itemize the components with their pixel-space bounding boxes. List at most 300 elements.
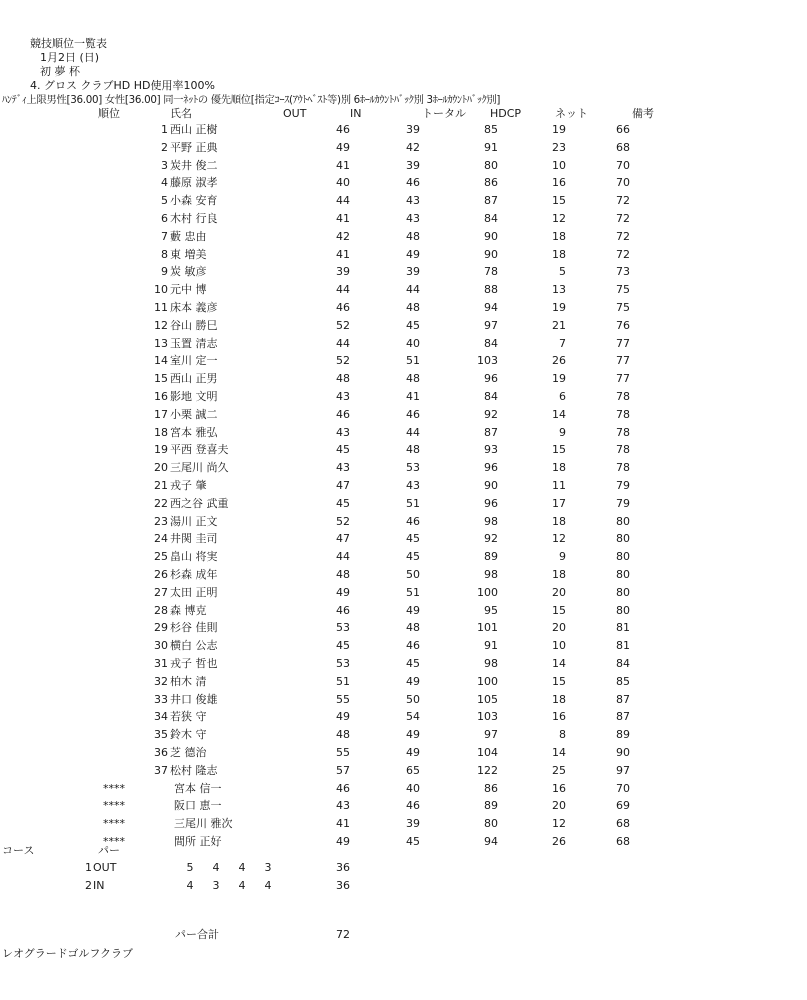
row-name: 杉谷 佳則: [170, 621, 218, 635]
row-in: 44: [406, 283, 420, 297]
par-total-value: 72: [336, 928, 350, 941]
hole-par: 4: [212, 861, 220, 874]
row-in: 49: [406, 603, 420, 617]
row-rank: 34: [154, 710, 168, 724]
row-rank: ****: [103, 781, 125, 795]
col-total: トータル: [422, 107, 466, 120]
row-net: 87: [616, 692, 630, 706]
row-out: 41: [336, 212, 350, 225]
row-rank: 12: [154, 318, 168, 332]
row-total: 78: [484, 265, 498, 279]
row-net: 77: [616, 336, 630, 350]
row-rank: 26: [154, 568, 168, 581]
row-net: 81: [616, 639, 630, 653]
row-in: 46: [406, 639, 420, 653]
row-total: 94: [484, 835, 498, 848]
row-in: 45: [406, 835, 420, 848]
row-in: 50: [406, 568, 420, 581]
row-hdcp: 18: [552, 461, 566, 475]
row-out: 52: [336, 354, 350, 368]
row-hdcp: 26: [552, 354, 566, 368]
row-total: 86: [484, 781, 498, 795]
row-total: 85: [484, 123, 498, 136]
row-out: 57: [336, 763, 350, 777]
row-in: 51: [406, 496, 420, 510]
row-out: 44: [336, 550, 350, 564]
row-in: 39: [406, 265, 420, 279]
row-hdcp: 18: [552, 229, 566, 243]
course-name: OUT: [93, 861, 117, 874]
row-total: 104: [477, 746, 498, 759]
row-name: 三尾川 尚久: [170, 461, 229, 475]
row-hdcp: 10: [552, 158, 566, 172]
row-in: 65: [406, 763, 420, 777]
row-net: 80: [616, 550, 630, 564]
row-total: 103: [477, 354, 498, 368]
row-total: 98: [484, 568, 498, 581]
row-total: 88: [484, 283, 498, 297]
row-in: 46: [406, 799, 420, 813]
row-hdcp: 20: [552, 621, 566, 635]
row-in: 43: [406, 194, 420, 208]
row-net: 81: [616, 621, 630, 635]
row-out: 43: [336, 425, 350, 439]
row-in: 45: [406, 532, 420, 546]
row-hdcp: 12: [552, 817, 566, 831]
row-net: 70: [616, 781, 630, 795]
row-in: 39: [406, 817, 420, 831]
row-hdcp: 19: [552, 123, 566, 136]
row-name: 柏木 清: [170, 674, 207, 688]
row-in: 45: [406, 550, 420, 564]
row-out: 41: [336, 247, 350, 261]
row-hdcp: 16: [552, 781, 566, 795]
row-hdcp: 15: [552, 603, 566, 617]
row-name: 玉置 清志: [170, 336, 218, 350]
row-hdcp: 14: [552, 657, 566, 670]
row-name: 太田 正明: [170, 585, 218, 599]
row-net: 72: [616, 229, 630, 243]
row-net: 77: [616, 354, 630, 368]
row-out: 55: [336, 746, 350, 759]
row-out: 49: [336, 585, 350, 599]
row-out: 43: [336, 799, 350, 813]
row-rank: 28: [154, 603, 168, 617]
row-hdcp: 21: [552, 318, 566, 332]
row-rank: 18: [154, 425, 168, 439]
row-total: 84: [484, 336, 498, 350]
category-line: 4. グロス クラブHD HD使用率100%: [30, 79, 215, 92]
row-in: 44: [406, 425, 420, 439]
row-hdcp: 14: [552, 746, 566, 759]
row-in: 48: [406, 443, 420, 457]
row-rank: 22: [154, 496, 168, 510]
row-name: 若狭 守: [170, 710, 207, 724]
row-out: 42: [336, 229, 350, 243]
row-hdcp: 10: [552, 639, 566, 653]
row-name: 木村 行良: [170, 212, 218, 225]
row-name: 平西 登喜夫: [170, 443, 229, 457]
row-rank: 19: [154, 443, 168, 457]
row-net: 72: [616, 194, 630, 208]
row-net: 75: [616, 283, 630, 297]
row-out: 46: [336, 407, 350, 421]
row-hdcp: 9: [559, 425, 566, 439]
club-name: レオグラードゴルフクラブ: [2, 947, 134, 960]
row-in: 39: [406, 123, 420, 136]
row-total: 103: [477, 710, 498, 724]
row-net: 78: [616, 390, 630, 403]
row-name: 床本 義彦: [170, 301, 218, 314]
row-in: 48: [406, 372, 420, 386]
row-total: 92: [484, 407, 498, 421]
row-total: 80: [484, 817, 498, 831]
row-out: 45: [336, 443, 350, 457]
row-net: 69: [616, 799, 630, 813]
row-net: 77: [616, 372, 630, 386]
row-total: 86: [484, 176, 498, 190]
row-net: 80: [616, 585, 630, 599]
row-total: 90: [484, 247, 498, 261]
row-out: 43: [336, 461, 350, 475]
row-hdcp: 11: [552, 479, 566, 492]
row-in: 53: [406, 461, 420, 475]
row-in: 49: [406, 746, 420, 759]
row-out: 41: [336, 158, 350, 172]
row-name: 鈴木 守: [170, 728, 207, 742]
row-out: 47: [336, 479, 350, 492]
row-hdcp: 20: [552, 799, 566, 813]
row-hdcp: 18: [552, 247, 566, 261]
row-out: 40: [336, 176, 350, 190]
col-notes: 備考: [632, 107, 654, 120]
row-in: 49: [406, 674, 420, 688]
row-name: 藪 忠由: [170, 229, 207, 243]
row-out: 48: [336, 568, 350, 581]
row-rank: 14: [154, 354, 168, 368]
event-date: 1月2日 (日): [40, 51, 100, 64]
row-total: 92: [484, 532, 498, 546]
row-out: 52: [336, 318, 350, 332]
row-net: 70: [616, 158, 630, 172]
row-net: 78: [616, 425, 630, 439]
row-name: 間所 正好: [174, 835, 222, 848]
row-in: 50: [406, 692, 420, 706]
hole-par: 4: [186, 879, 194, 892]
row-in: 46: [406, 407, 420, 421]
row-out: 52: [336, 514, 350, 528]
row-rank: 16: [154, 390, 168, 403]
row-total: 95: [484, 603, 498, 617]
row-rank: 7: [161, 229, 168, 243]
col-hdcp: HDCP: [490, 107, 522, 120]
row-out: 51: [336, 674, 350, 688]
row-total: 80: [484, 158, 498, 172]
row-hdcp: 19: [552, 372, 566, 386]
row-name: 湯川 正文: [170, 514, 218, 528]
col-rank: 順位: [98, 107, 120, 120]
col-in: IN: [350, 107, 362, 120]
row-total: 89: [484, 550, 498, 564]
row-rank: 15: [154, 372, 168, 386]
row-hdcp: 6: [559, 390, 566, 403]
row-rank: 5: [161, 194, 168, 208]
row-in: 48: [406, 621, 420, 635]
row-net: 79: [616, 496, 630, 510]
row-name: 松村 隆志: [170, 763, 218, 777]
row-out: 39: [336, 265, 350, 279]
row-hdcp: 16: [552, 176, 566, 190]
row-name: 杉森 成年: [170, 568, 218, 581]
row-total: 122: [477, 763, 498, 777]
row-out: 46: [336, 123, 350, 136]
row-name: 畠山 将実: [170, 550, 218, 564]
row-rank: 29: [154, 621, 168, 635]
row-hdcp: 26: [552, 835, 566, 848]
row-in: 54: [406, 710, 420, 724]
row-out: 53: [336, 621, 350, 635]
row-rank: 8: [161, 247, 168, 261]
row-rank: 9: [161, 265, 168, 279]
row-name: 三尾川 雅次: [174, 817, 233, 831]
col-name: 氏名: [170, 107, 192, 120]
row-net: 97: [616, 763, 630, 777]
report-title: 競技順位一覧表: [30, 37, 107, 50]
row-in: 43: [406, 212, 420, 225]
row-total: 93: [484, 443, 498, 457]
row-in: 51: [406, 585, 420, 599]
event-name: 初 夢 杯: [40, 65, 80, 78]
row-hdcp: 7: [559, 336, 566, 350]
row-total: 91: [484, 140, 498, 154]
row-net: 78: [616, 461, 630, 475]
col-out: OUT: [283, 107, 307, 120]
row-rank: 32: [154, 674, 168, 688]
course-par-total: 36: [336, 861, 350, 874]
row-in: 51: [406, 354, 420, 368]
row-name: 炭井 俊二: [170, 158, 218, 172]
row-net: 73: [616, 265, 630, 279]
row-name: 炭 敏彦: [170, 265, 207, 279]
row-rank: 24: [154, 532, 168, 546]
row-total: 97: [484, 318, 498, 332]
row-total: 100: [477, 674, 498, 688]
row-rank: 25: [154, 550, 168, 564]
par-label: パー: [98, 844, 120, 857]
row-net: 90: [616, 746, 630, 759]
row-total: 94: [484, 301, 498, 314]
hole-par: 4: [264, 879, 272, 892]
row-rank: ****: [103, 835, 125, 848]
row-in: 40: [406, 336, 420, 350]
row-hdcp: 20: [552, 585, 566, 599]
row-in: 45: [406, 318, 420, 332]
row-in: 43: [406, 479, 420, 492]
row-name: 東 増美: [170, 247, 207, 261]
row-in: 46: [406, 514, 420, 528]
row-total: 98: [484, 514, 498, 528]
row-name: 元中 博: [170, 283, 207, 297]
row-net: 79: [616, 479, 630, 492]
row-hdcp: 25: [552, 763, 566, 777]
row-total: 84: [484, 390, 498, 403]
row-name: 戎子 哲也: [170, 657, 218, 670]
row-total: 87: [484, 194, 498, 208]
row-out: 53: [336, 657, 350, 670]
row-total: 84: [484, 212, 498, 225]
course-label: コース: [2, 844, 35, 857]
row-rank: 30: [154, 639, 168, 653]
row-out: 41: [336, 817, 350, 831]
row-name: 影地 文明: [170, 390, 218, 403]
row-rank: 37: [154, 763, 168, 777]
row-in: 39: [406, 158, 420, 172]
row-rank: 20: [154, 461, 168, 475]
hole-par: 4: [238, 861, 246, 874]
row-hdcp: 18: [552, 692, 566, 706]
row-rank: 23: [154, 514, 168, 528]
row-hdcp: 12: [552, 532, 566, 546]
row-out: 46: [336, 781, 350, 795]
row-rank: 13: [154, 336, 168, 350]
row-in: 40: [406, 781, 420, 795]
row-rank: 33: [154, 692, 168, 706]
row-net: 70: [616, 176, 630, 190]
row-total: 90: [484, 229, 498, 243]
row-total: 87: [484, 425, 498, 439]
row-total: 98: [484, 657, 498, 670]
row-net: 78: [616, 443, 630, 457]
row-name: 室川 定一: [170, 354, 218, 368]
row-name: 宮本 信一: [174, 781, 222, 795]
row-total: 89: [484, 799, 498, 813]
row-rank: 36: [154, 746, 168, 759]
row-rank: 10: [154, 283, 168, 297]
row-net: 78: [616, 407, 630, 421]
row-name: 井関 圭司: [170, 532, 218, 546]
course-num: 2: [85, 879, 92, 892]
row-name: 西山 正樹: [170, 123, 218, 136]
row-out: 49: [336, 140, 350, 154]
row-hdcp: 15: [552, 194, 566, 208]
row-in: 46: [406, 176, 420, 190]
row-rank: 35: [154, 728, 168, 742]
row-net: 80: [616, 514, 630, 528]
row-name: 小森 安育: [170, 194, 218, 208]
row-out: 46: [336, 603, 350, 617]
row-net: 66: [616, 123, 630, 136]
handicap-rules: ﾊﾝﾃﾞｨ上限男性[36.00] 女性[36.00] 同一ﾈｯﾄの 優先順位[指定ｺｰｽ(ｱｳﾄﾍﾞｽﾄ等)別 6ﾎｰﾙｶｳﾝﾄﾊﾞｯｸ別 3ﾎｰﾙｶｳﾝﾄﾊﾞｯｸ別]: [2, 94, 501, 106]
row-name: 藤原 淑孝: [170, 176, 218, 190]
row-total: 90: [484, 479, 498, 492]
row-out: 44: [336, 194, 350, 208]
row-net: 84: [616, 657, 630, 670]
row-name: 谷山 勝巳: [170, 318, 218, 332]
row-hdcp: 14: [552, 407, 566, 421]
row-rank: ****: [103, 799, 125, 813]
row-hdcp: 12: [552, 212, 566, 225]
row-in: 49: [406, 247, 420, 261]
row-hdcp: 19: [552, 301, 566, 314]
row-rank: 17: [154, 407, 168, 421]
row-name: 芝 德治: [170, 746, 207, 759]
row-name: 戎子 肇: [170, 479, 207, 492]
row-out: 49: [336, 710, 350, 724]
row-rank: ****: [103, 817, 125, 831]
row-rank: 11: [154, 301, 168, 314]
row-total: 96: [484, 372, 498, 386]
row-in: 49: [406, 728, 420, 742]
row-out: 45: [336, 639, 350, 653]
row-name: 西之谷 武重: [170, 496, 229, 510]
row-name: 横白 公志: [170, 639, 218, 653]
course-name: IN: [93, 879, 105, 892]
row-net: 72: [616, 212, 630, 225]
row-out: 49: [336, 835, 350, 848]
row-name: 井口 俊雄: [170, 692, 218, 706]
row-out: 46: [336, 301, 350, 314]
row-in: 48: [406, 301, 420, 314]
row-rank: 31: [154, 657, 168, 670]
row-hdcp: 16: [552, 710, 566, 724]
row-name: 平野 正典: [170, 140, 218, 154]
row-hdcp: 13: [552, 283, 566, 297]
row-net: 76: [616, 318, 630, 332]
row-net: 80: [616, 568, 630, 581]
row-net: 68: [616, 140, 630, 154]
row-rank: 27: [154, 585, 168, 599]
row-net: 89: [616, 728, 630, 742]
row-hdcp: 15: [552, 443, 566, 457]
row-out: 55: [336, 692, 350, 706]
row-hdcp: 5: [559, 265, 566, 279]
row-total: 100: [477, 585, 498, 599]
row-out: 48: [336, 728, 350, 742]
row-rank: 21: [154, 479, 168, 492]
row-name: 小栗 誠二: [170, 407, 218, 421]
row-in: 45: [406, 657, 420, 670]
row-name: 宮本 雅弘: [170, 425, 218, 439]
row-total: 96: [484, 461, 498, 475]
row-total: 105: [477, 692, 498, 706]
hole-par: 5: [186, 861, 194, 874]
par-total-label: パー合計: [175, 928, 219, 941]
row-total: 91: [484, 639, 498, 653]
row-net: 68: [616, 817, 630, 831]
row-out: 47: [336, 532, 350, 546]
row-net: 87: [616, 710, 630, 724]
row-name: 森 博克: [170, 603, 207, 617]
row-total: 96: [484, 496, 498, 510]
row-hdcp: 17: [552, 496, 566, 510]
row-out: 45: [336, 496, 350, 510]
col-net: ネット: [555, 107, 588, 120]
hole-par: 3: [264, 861, 272, 874]
row-hdcp: 18: [552, 568, 566, 581]
row-hdcp: 8: [559, 728, 566, 742]
row-out: 43: [336, 390, 350, 403]
row-net: 75: [616, 301, 630, 314]
row-in: 48: [406, 229, 420, 243]
row-in: 41: [406, 390, 420, 403]
row-hdcp: 23: [552, 140, 566, 154]
row-net: 80: [616, 603, 630, 617]
course-par-total: 36: [336, 879, 350, 892]
row-out: 44: [336, 336, 350, 350]
row-net: 72: [616, 247, 630, 261]
row-name: 西山 正男: [170, 372, 218, 386]
row-rank: 3: [161, 158, 168, 172]
